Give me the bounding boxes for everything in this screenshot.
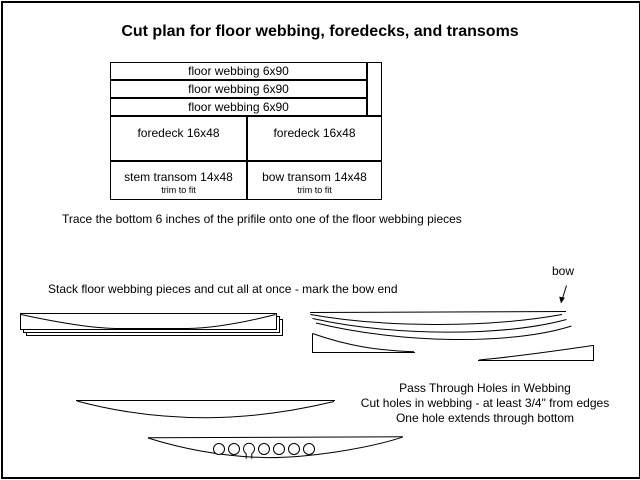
bow-transom-label: bow transom 14x48 (262, 170, 367, 184)
stack-instruction: Stack floor webbing pieces and cut all at once - mark the bow end (48, 282, 398, 296)
offcut-piece-right (478, 345, 594, 361)
pass-through-hole (259, 444, 270, 455)
stem-transom-note: trim to fit (161, 185, 196, 195)
pass-through-hole (214, 444, 225, 455)
cut-webbing-stack-diagram (310, 312, 572, 340)
pass-through-hole (274, 444, 285, 455)
webbing-strip-3-label: floor webbing 6x90 (188, 100, 289, 114)
webbing-profile-piece (76, 401, 335, 418)
stem-transom-label: stem transom 14x48 (124, 170, 233, 184)
bow-arrow-icon (559, 286, 566, 304)
pass-through-hole (229, 444, 240, 455)
webbing-strip-1-label: floor webbing 6x90 (188, 64, 289, 78)
bow-transom-note: trim to fit (297, 185, 332, 195)
holes-bottom-note: One hole extends through bottom (395, 411, 575, 425)
webbing-holes-piece (148, 437, 403, 459)
bow-label: bow (552, 264, 575, 278)
holes-heading: Pass Through Holes in Webbing (399, 381, 571, 395)
foredeck-right-label: foredeck 16x48 (273, 126, 356, 140)
trace-instruction: Trace the bottom 6 inches of the prifile onto one of the floor webbing pieces (62, 212, 462, 226)
holes-rule: Cut holes in webbing - at least 3/4" from edges (360, 396, 610, 410)
webbing-strip-2-label: floor webbing 6x90 (188, 82, 289, 96)
pass-through-hole (304, 444, 315, 455)
stacked-webbing-diagram (21, 314, 283, 336)
page-title: Cut plan for floor webbing, foredecks, and transoms (121, 23, 519, 40)
foredeck-left-label: foredeck 16x48 (137, 126, 220, 140)
pass-through-hole (289, 444, 300, 455)
